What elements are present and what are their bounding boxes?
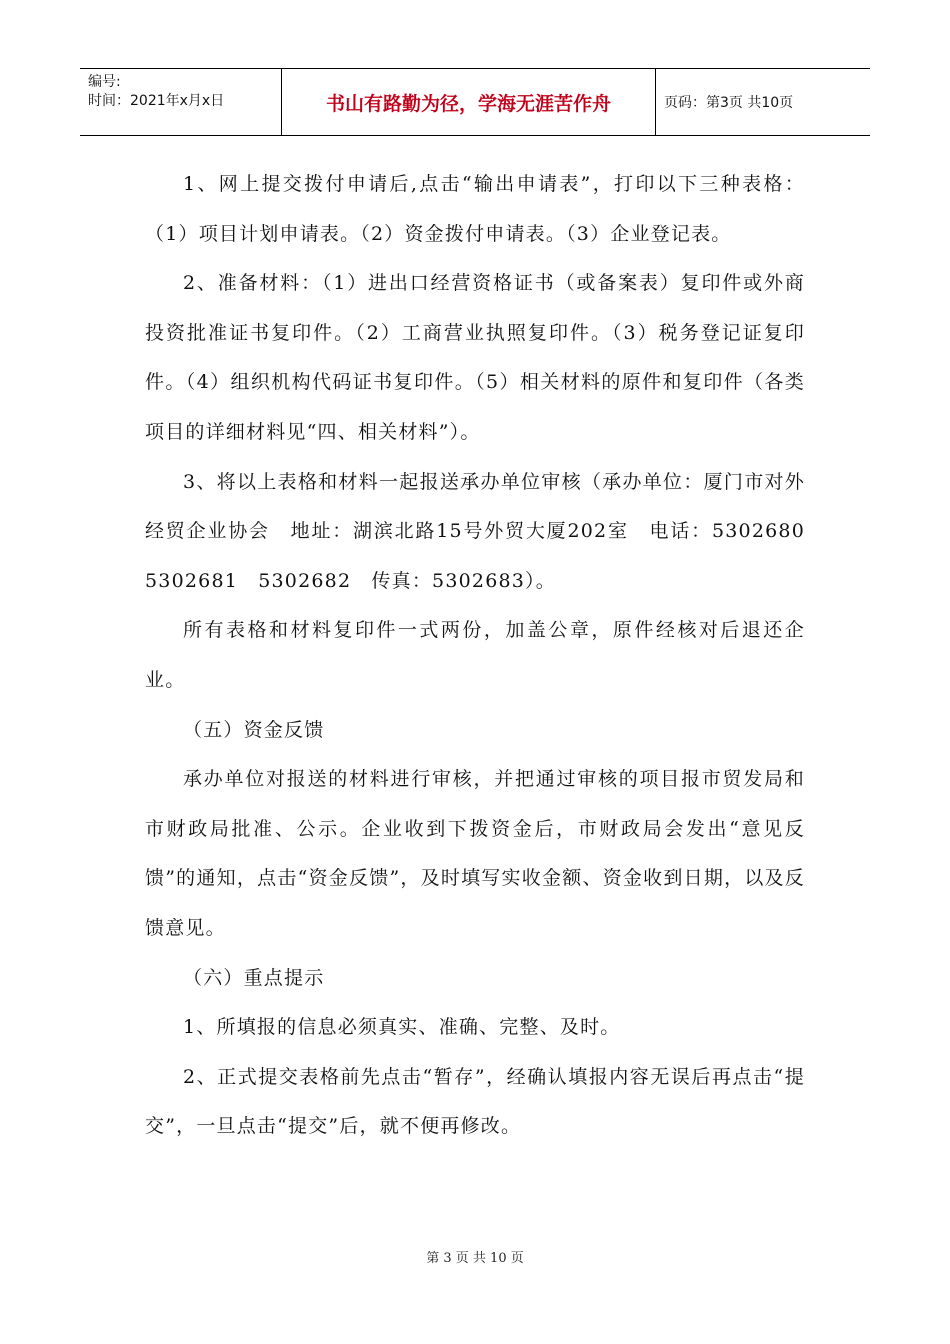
- document-body: [145, 160, 826, 1152]
- header-number-label: 编号:: [88, 74, 121, 90]
- paragraph-tip-2: 2、正式提交表格前先点击“暂存”，经确认填报内容无误后再点击“提交”，一旦点击“提交”后，就不便再修改。: [145, 1065, 805, 1138]
- document-header: [80, 68, 870, 136]
- paragraph-copies-note: 所有表格和材料复印件一式两份，加盖公章，原件经核对后退还企业。: [145, 619, 805, 691]
- paragraph-tip-1: 1、所填报的信息必须真实、准确、完整、及时。: [183, 1016, 621, 1039]
- header-page-info: 页码：第3页 共10页: [664, 95, 794, 111]
- paragraph-prepare-materials: 2、准备材料：（1）进出口经营资格证书（或备案表）复印件或外商投资批准证书复印件。（2）工商营业执照复印件。（3）税务登记证复印件。（4）组织机构代码证书复印件。（5）相关材料的原件和复印件（各类项目的详细材料见“四、相关材料”）。: [145, 272, 805, 443]
- header-motto: 书山有路勤为径，学海无涯苦作舟: [282, 69, 656, 135]
- paragraph-submit-review: 3、将以上表格和材料一起报送承办单位审核（承办单位：厦门市对外经贸企业协会 地址：湖滨北路15号外贸大厦202室 电话：5302680 5302681 5302682 传真：5302683）。: [145, 470, 826, 592]
- header-date-label: 时间：2021年x月x日: [88, 93, 225, 109]
- section-heading-fund-feedback: （五）资金反馈: [183, 718, 325, 741]
- header-meta: [80, 69, 282, 135]
- paragraph-print-forms: 1、网上提交拨付申请后,点击“输出申请表”，打印以下三种表格：（1）项目计划申请表。（2）资金拨付申请表。（3）企业登记表。: [145, 173, 805, 245]
- paragraph-fund-feedback: 承办单位对报送的材料进行审核，并把通过审核的项目报市贸发局和市财政局批准、公示。企业收到下拨资金后，市财政局会发出“意见反馈”的通知，点击“资金反馈”，及时填写实收金额、资金收到日期，以及反馈意见。: [145, 768, 805, 939]
- section-heading-key-tips: （六）重点提示: [183, 966, 325, 989]
- page-footer: 第 3 页 共 10 页: [426, 1251, 524, 1266]
